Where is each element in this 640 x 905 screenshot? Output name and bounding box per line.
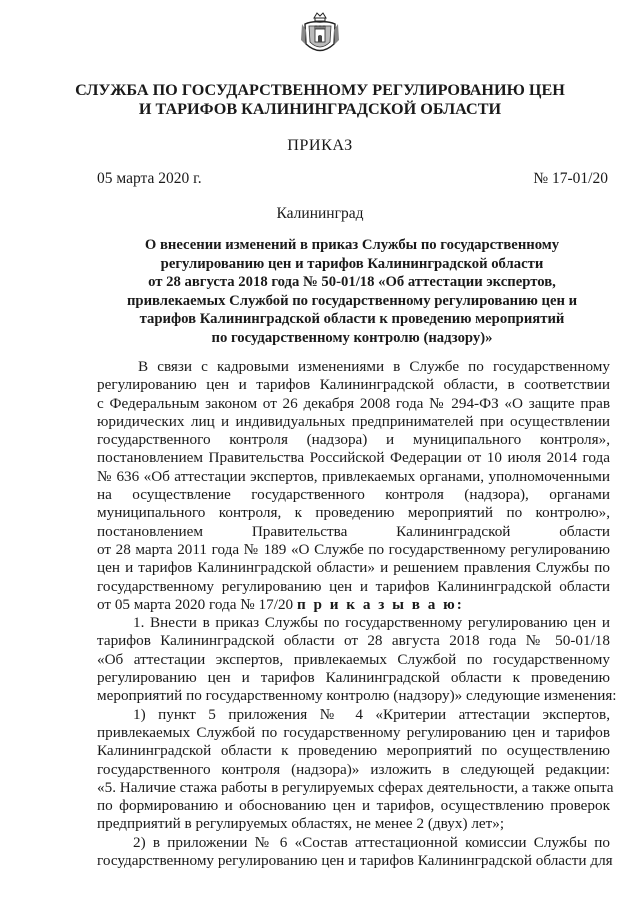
coat-of-arms-emblem xyxy=(300,10,340,60)
body-line: 2) в приложении № 6 «Состав аттестационной комиссии Службы по xyxy=(133,833,610,851)
body-line: привлекаемых Службой по государственному регулированию цен и тарифов xyxy=(97,723,610,741)
subject-line: О внесении изменений в приказ Службы по государственному xyxy=(144,237,560,253)
body-line: от 05 марта 2020 года № 17/20 xyxy=(97,595,294,613)
subject-line: тарифов Калининградской области к проведению мероприятий xyxy=(139,311,565,328)
city: Калининград xyxy=(276,205,364,222)
body-line: юридических лиц и индивидуальных предпринимателей при осуществлении xyxy=(97,412,610,430)
organization-name-line2: И ТАРИФОВ КАЛИНИНГРАДСКОЙ ОБЛАСТИ xyxy=(138,100,502,118)
body-line: тарифов Калининградской области от 28 августа 2018 года № 50-01/18 xyxy=(97,632,610,650)
body-line: по формированию и обоснованию цен и тарифов, осуществлению проверок xyxy=(97,797,610,815)
body-line: от 28 марта 2011 года № 189 «О Службе по государственному регулированию xyxy=(97,540,610,558)
body-line: 1. Внести в приказ Службы по государственному регулированию цен и xyxy=(133,614,610,632)
order-date: 05 марта 2020 г. xyxy=(97,170,202,187)
body-line: регулированию цен и тарифов Калининградской области, в соответствии xyxy=(97,376,610,394)
organization-name-line1: СЛУЖБА ПО ГОСУДАРСТВЕННОМУ РЕГУЛИРОВАНИЮ ЦЕН xyxy=(75,81,565,99)
body-line: постановлением Правительства Российской Федерации от 10 июля 2014 года xyxy=(97,449,610,467)
body-line: государственного контроля (надзора) и муниципального контроля», xyxy=(97,431,610,449)
order-body xyxy=(97,358,617,870)
body-line: «Об аттестации экспертов, привлекаемых Службой по государственному xyxy=(97,650,610,668)
body-line: Калининградской области к проведению мероприятий по осуществлению xyxy=(97,742,610,760)
body-line: цен и тарифов Калининградской области» и решением правления Службы по xyxy=(97,559,610,577)
body-line: регулированию цен и тарифов Калининградской области к проведению xyxy=(97,669,610,687)
subject-line: по государственному контролю (надзору)» xyxy=(211,329,493,346)
body-line: мероприятий по государственному контролю (надзору)» следующие изменения: xyxy=(97,687,617,705)
body-line: 1) пункт 5 приложения № 4 «Критерии аттестации экспертов, xyxy=(133,705,610,723)
subject-line: от 28 августа 2018 года № 50-01/18 «Об аттестации экспертов, xyxy=(148,274,556,291)
subject-line: регулированию цен и тарифов Калининградской области xyxy=(160,255,544,272)
body-line: постановлением Правительства Калининградской области xyxy=(97,522,610,540)
body-line: № 636 «Об аттестации экспертов, привлекаемых органами, уполномоченными xyxy=(97,467,610,485)
body-line: «5. Наличие стажа работы в регулируемых сферах деятельности, а также опыта xyxy=(97,778,614,796)
body-line-with-order-word xyxy=(97,596,610,614)
order-subject xyxy=(110,236,594,348)
subject-line: привлекаемых Службой по государственному регулированию цен и xyxy=(126,292,578,309)
body-line: государственного контроля (надзора)» изложить в следующей редакции: xyxy=(97,760,610,778)
body-line: В связи с кадровыми изменениями в Службе по государственному xyxy=(138,358,610,375)
body-line: на осуществление государственного контроля (надзора), органами xyxy=(97,486,610,504)
body-line: предприятий в регулируемых областях, не менее 2 (двух) лет»; xyxy=(97,815,505,833)
body-line: с Федеральным законом от 26 декабря 2008 года № 294-ФЗ «О защите прав xyxy=(97,394,610,412)
body-line: муниципального контроля, к проведению мероприятий по контролю», xyxy=(97,504,610,522)
order-number: № 17-01/20 xyxy=(533,170,608,187)
body-line: государственному регулированию цен и тарифов Калининградской области xyxy=(97,577,610,595)
body-line: государственному регулированию цен и тарифов Калининградской области для xyxy=(97,852,613,870)
order-word: п р и к а з ы в а ю: xyxy=(296,595,464,613)
document-type: ПРИКАЗ xyxy=(287,136,353,154)
